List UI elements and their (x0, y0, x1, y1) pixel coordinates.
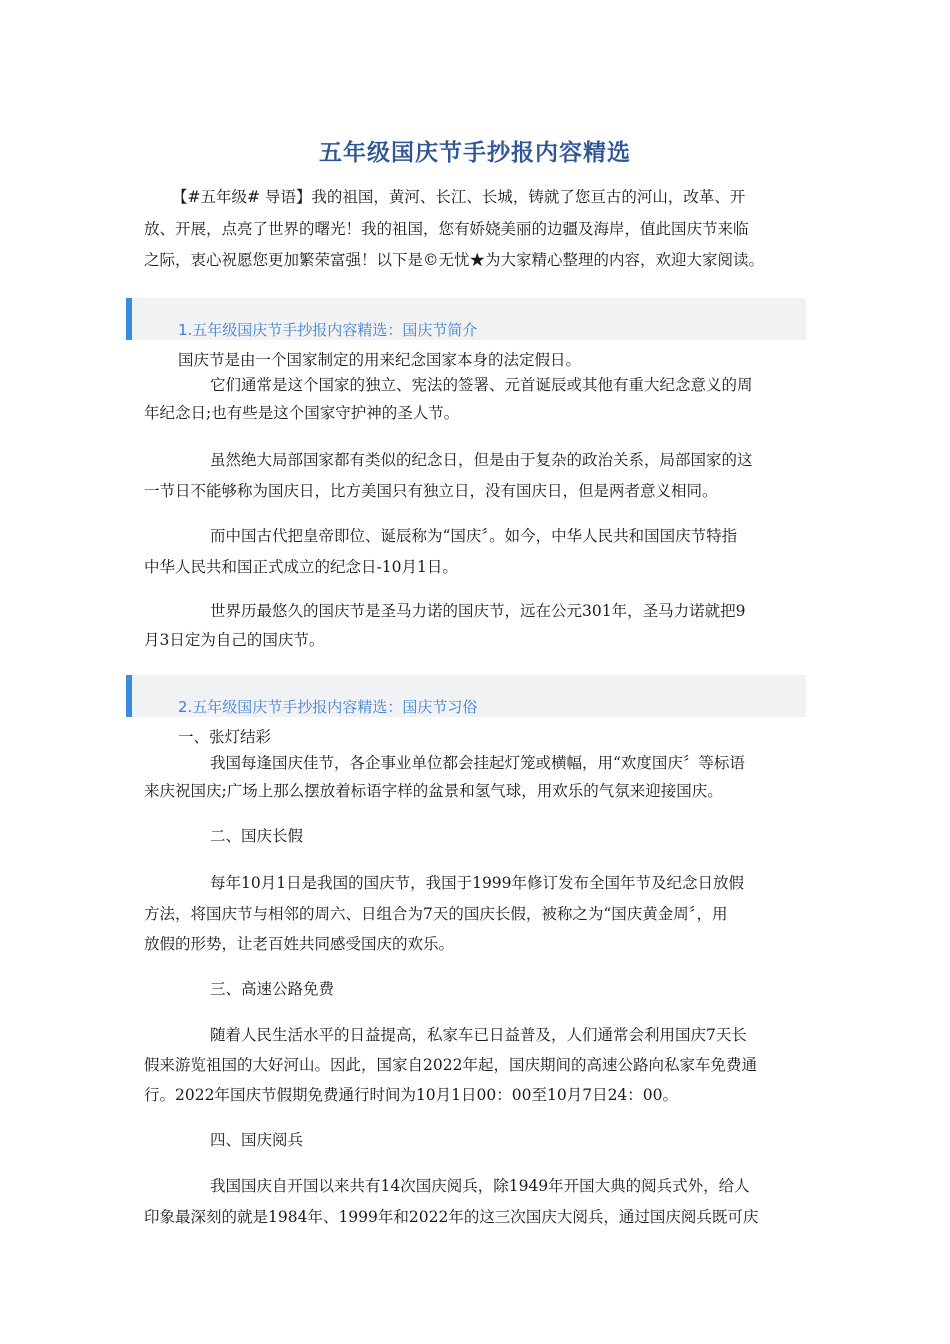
paragraph-line: 月3日定为自己的国庆节。 (144, 631, 325, 649)
intro-line: 放、开展，点亮了世界的曙光！我的祖国，您有娇娆美丽的边疆及海岸，值此国庆节来临 (144, 220, 749, 238)
intro-line: 之际，衷心祝愿您更加繁荣富强！以下是©无忧★为大家精心整理的内容，欢迎大家阅读。 (144, 251, 765, 269)
paragraph-line: 我国每逢国庆佳节，各企事业单位都会挂起灯笼或横幅，用“欢度国庆〞等标语 (210, 754, 745, 772)
paragraph-line: 行。2022年国庆节假期免费通行时间为10月1日00：00至10月7日24：00。 (144, 1086, 679, 1104)
section-heading: 2.五年级国庆节手抄报内容精选：国庆节习俗 (178, 698, 478, 716)
subheading: 四、国庆阅兵 (210, 1131, 304, 1149)
subheading: 一、张灯结彩 (178, 728, 272, 746)
subheading: 二、国庆长假 (210, 827, 304, 845)
paragraph-line: 一节日不能够称为国庆日，比方美国只有独立日，没有国庆日，但是两者意义相同。 (144, 482, 718, 500)
section-heading: 1.五年级国庆节手抄报内容精选：国庆节简介 (178, 321, 478, 339)
paragraph-line: 虽然绝大局部国家都有类似的纪念日，但是由于复杂的政治关系，局部国家的这 (210, 451, 753, 469)
document-title: 五年级国庆节手抄报内容精选 (319, 140, 631, 166)
paragraph-line: 中华人民共和国正式成立的纪念日-10月1日。 (144, 558, 458, 576)
subheading: 三、高速公路免费 (210, 980, 335, 998)
paragraph-line: 我国国庆自开国以来共有14次国庆阅兵，除1949年开国大典的阅兵式外，给人 (210, 1177, 750, 1195)
paragraph-line: 印象最深刻的就是1984年、1999年和2022年的这三次国庆大阅兵，通过国庆阅兵既可庆 (144, 1208, 759, 1226)
intro-line: 【#五年级# 导语】我的祖国，黄河、长江、长城，铸就了您亘古的河山，改革、开 (172, 188, 746, 206)
section-header-2 (126, 675, 806, 717)
paragraph-line: 随着人民生活水平的日益提高，私家车已日益普及，人们通常会利用国庆7天长 (210, 1026, 747, 1044)
section-accent-bar (126, 675, 132, 717)
paragraph-line: 而中国古代把皇帝即位、诞辰称为“国庆〞。如今，中华人民共和国国庆节特指 (210, 527, 738, 545)
paragraph-line: 国庆节是由一个国家制定的用来纪念国家本身的法定假日。 (178, 351, 582, 369)
paragraph-line: 放假的形势，让老百姓共同感受国庆的欢乐。 (144, 935, 455, 953)
paragraph-line: 它们通常是这个国家的独立、宪法的签署、元首诞辰或其他有重大纪念意义的周 (210, 376, 753, 394)
section-accent-bar (126, 298, 132, 340)
paragraph-line: 来庆祝国庆;广场上那么摆放着标语字样的盆景和氢气球，用欢乐的气氛来迎接国庆。 (144, 782, 723, 800)
paragraph-line: 假来游览祖国的大好河山。因此，国家自2022年起，国庆期间的高速公路向私家车免费通 (144, 1056, 757, 1074)
section-header-1 (126, 298, 806, 340)
paragraph-line: 每年10月1日是我国的国庆节，我国于1999年修订发布全国年节及纪念日放假 (210, 874, 745, 892)
paragraph-line: 年纪念日;也有些是这个国家守护神的圣人节。 (144, 404, 460, 422)
paragraph-line: 方法，将国庆节与相邻的周六、日组合为7天的国庆长假，被称之为“国庆黄金周〞，用 (144, 905, 728, 923)
paragraph-line: 世界历最悠久的国庆节是圣马力诺的国庆节，远在公元301年，圣马力诺就把9 (210, 602, 746, 620)
